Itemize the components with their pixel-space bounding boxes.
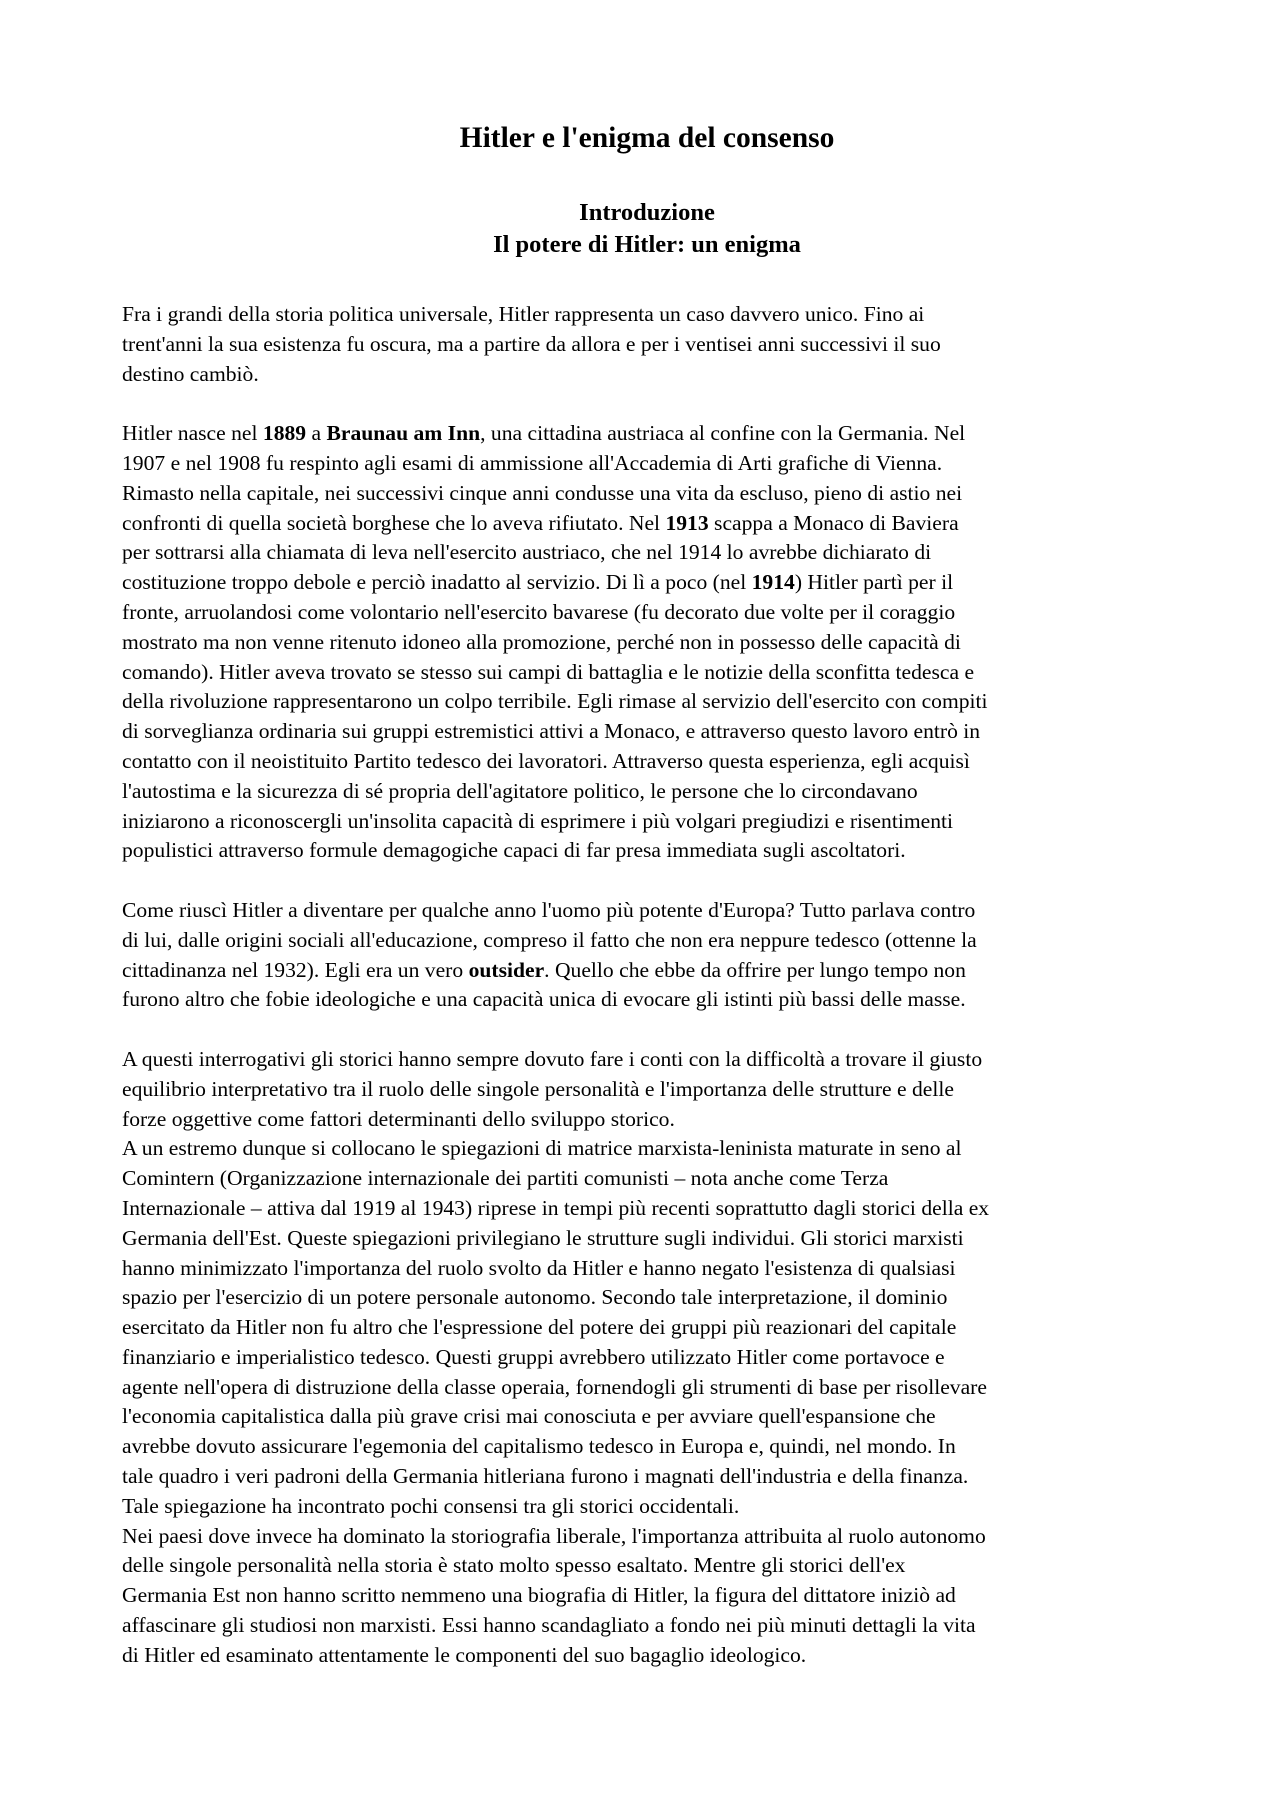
paragraph-question [122, 896, 1172, 1015]
text-line: di sorveglianza ordinaria sui gruppi estremistici attivi a Monaco, e attraverso questo lavoro entrò in [122, 719, 981, 744]
text-line: tale quadro i veri padroni della Germania hitleriana furono i magnati dell'industria e della finanza. [122, 1464, 969, 1489]
text-line: di lui, dalle origini sociali all'educazione, compreso il fatto che non era neppure tedesco (ottenne la [122, 927, 977, 952]
text-line: Come riuscì Hitler a diventare per qualche anno l'uomo più potente d'Europa? Tutto parlava contro [122, 897, 976, 922]
text-line: 1907 e nel 1908 fu respinto agli esami di ammissione all'Accademia di Arti grafiche di Vienna. [122, 450, 943, 475]
paragraph-intro [122, 300, 1172, 389]
text-line: equilibrio interpretativo tra il ruolo delle singole personalità e l'importanza delle strutture e delle [122, 1076, 954, 1101]
text-line: Comintern (Organizzazione internazionale dei partiti comunisti – nota anche come Terza [122, 1166, 889, 1191]
text-line: furono altro che fobie ideologiche e una capacità unica di evocare gli istinti più bassi delle masse. [122, 987, 966, 1012]
paragraph-biography [122, 419, 1172, 866]
text-line: l'economia capitalistica dalla più grave crisi mai conosciuta e per avviare quell'espansione che [122, 1404, 936, 1429]
paragraph-liberal [122, 1522, 1172, 1671]
section-heading: Introduzione [579, 199, 715, 226]
document-title: Hitler e l'enigma del consenso [459, 122, 835, 154]
text-line: contatto con il neoistituito Partito tedesco dei lavoratori. Attraverso questa esperienza, egli acquisì [122, 748, 970, 773]
text-line: della rivoluzione rappresentarono un colpo terribile. Egli rimase al servizio dell'esercito con compiti [122, 689, 988, 714]
text-line: trent'anni la sua esistenza fu oscura, ma a partire da allora e per i ventisei anni successivi il suo [122, 331, 941, 356]
paragraph-historians [122, 1045, 1172, 1134]
text-line: finanziario e imperialistico tedesco. Questi gruppi avrebbero utilizzato Hitler come portavoce e [122, 1344, 945, 1369]
document-body [122, 300, 1172, 1671]
text-line: di Hitler ed esaminato attentamente le componenti del suo bagaglio ideologico. [122, 1642, 807, 1667]
text-line: l'autostima e la sicurezza di sé propria dell'agitatore politico, le persone che lo circondavano [122, 778, 918, 803]
text-line: destino cambiò. [122, 361, 259, 386]
text-line: Internazionale – attiva dal 1919 al 1943) riprese in tempi più recenti soprattutto dagli storici della ex [122, 1195, 990, 1220]
text-line: iniziarono a riconoscergli un'insolita capacità di esprimere i più volgari pregiudizi e risentimenti [122, 808, 953, 833]
text-line: Germania dell'Est. Queste spiegazioni privilegiano le strutture sugli individui. Gli storici marxisti [122, 1225, 964, 1250]
text-line: costituzione troppo debole e perciò inadatto al servizio. Di lì a poco (nel 1914) Hitler partì per il [122, 570, 954, 595]
text-line: affascinare gli studiosi non marxisti. Essi hanno scandagliato a fondo nei più minuti dettagli la vita [122, 1613, 976, 1638]
text-line: spazio per l'esercizio di un potere personale autonomo. Secondo tale interpretazione, il dominio [122, 1285, 948, 1310]
text-line: A questi interrogativi gli storici hanno sempre dovuto fare i conti con la difficoltà a trovare il giusto [122, 1046, 983, 1071]
paragraph-marxist [122, 1134, 1172, 1521]
bold-year: 1889 [262, 421, 307, 446]
text-line: esercitato da Hitler non fu altro che l'espressione del potere dei gruppi più reazionari del capitale [122, 1315, 957, 1340]
text-line: Nei paesi dove invece ha dominato la storiografia liberale, l'importanza attribuita al ruolo autonomo [122, 1523, 986, 1548]
text-line: comando). Hitler aveva trovato se stesso sui campi di battaglia e le notizie della sconfitta tedesca e [122, 659, 975, 684]
text-line: Germania Est non hanno scritto nemmeno una biografia di Hitler, la figura del dittatore iniziò ad [122, 1583, 956, 1608]
bold-year: 1913 [665, 510, 709, 535]
bold-place: Braunau am Inn [326, 421, 481, 446]
text-line: agente nell'opera di distruzione della classe operaia, fornendogli gli strumenti di base per risollevare [122, 1374, 987, 1399]
text-line: per sottrarsi alla chiamata di leva nell'esercito austriaco, che nel 1914 lo avrebbe dichiarato di [122, 540, 932, 565]
section-header [122, 197, 1172, 261]
bold-term: outsider [468, 957, 545, 982]
section-subheading: Il potere di Hitler: un enigma [493, 231, 801, 258]
bold-year: 1914 [751, 570, 795, 595]
text-line: confronti di quella società borghese che lo aveva rifiutato. Nel 1913 scappa a Monaco di Baviera [122, 510, 959, 535]
text-line: populistici attraverso formule demagogiche capaci di far presa immediata sugli ascoltatori. [122, 838, 906, 863]
text-line: A un estremo dunque si collocano le spiegazioni di matrice marxista-leninista maturate in seno al [122, 1136, 962, 1161]
text-line: avrebbe dovuto assicurare l'egemonia del capitalismo tedesco in Europa e, quindi, nel mondo. In [122, 1434, 956, 1459]
text-line: mostrato ma non venne ritenuto idoneo alla promozione, perché non in possesso delle capacità di [122, 629, 961, 654]
text-line: cittadinanza nel 1932). Egli era un vero outsider. Quello che ebbe da offrire per lungo tempo non [122, 957, 966, 982]
text-line: Tale spiegazione ha incontrato pochi consensi tra gli storici occidentali. [122, 1493, 740, 1518]
text-line: Fra i grandi della storia politica universale, Hitler rappresenta un caso davvero unico. Fino ai [122, 302, 925, 326]
text-line: delle singole personalità nella storia è stato molto spesso esaltato. Mentre gli storici dell'ex [122, 1553, 906, 1578]
text-line: Hitler nasce nel 1889 a Braunau am Inn, una cittadina austriaca al confine con la Germania. Nel [122, 421, 966, 446]
text-line: fronte, arruolandosi come volontario nell'esercito bavarese (fu decorato due volte per il coraggio [122, 599, 956, 624]
text-line: forze oggettive come fattori determinanti dello sviluppo storico. [122, 1106, 675, 1131]
text-line: Rimasto nella capitale, nei successivi cinque anni condusse una vita da escluso, pieno di astio nei [122, 480, 963, 505]
text-line: hanno minimizzato l'importanza del ruolo svolto da Hitler e hanno negato l'esistenza di qualsiasi [122, 1255, 956, 1280]
